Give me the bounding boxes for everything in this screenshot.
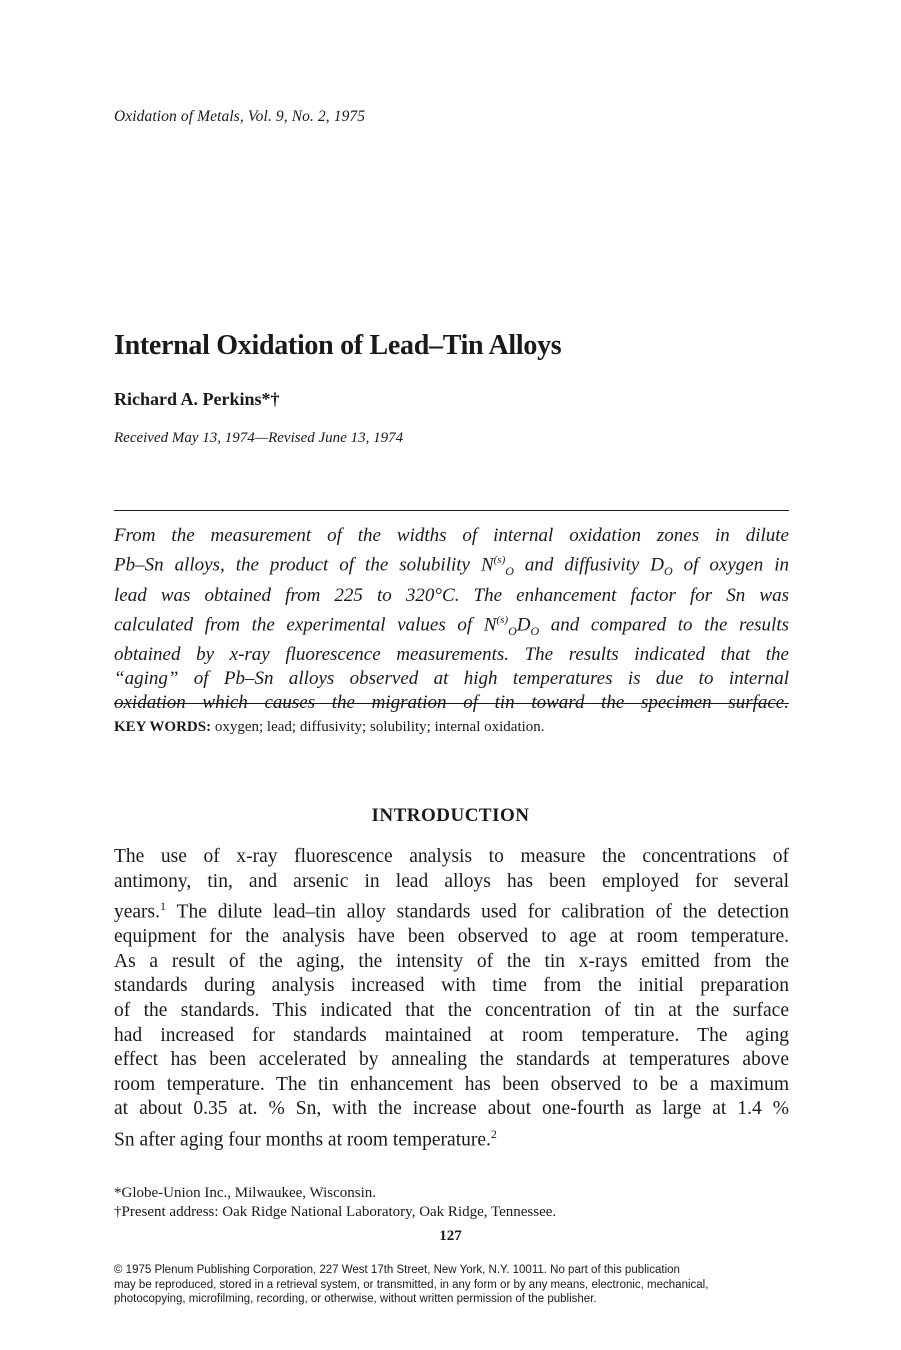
reference-marker: 1 xyxy=(160,899,167,914)
abstract-line: Pb–Sn alloys, the product of the solubility $N^{(s)}_O$ and diffusivity $D_O$ of oxygen in xyxy=(114,554,789,579)
intro-line: As a result of the aging, the intensity of the tin x-rays emitted from the xyxy=(114,950,789,972)
keywords xyxy=(114,719,545,736)
author-name: Richard A. Perkins*† xyxy=(114,389,280,409)
intro-line: standards during analysis increased with time from the initial preparation xyxy=(114,975,789,997)
abstract-line: oxidation which causes the migration of tin toward the specimen surface. xyxy=(114,692,789,714)
abstract-line: From the measurement of the widths of internal oxidation zones in dilute xyxy=(114,525,789,546)
copyright-notice xyxy=(114,1263,794,1307)
introduction-paragraph xyxy=(114,845,789,1153)
footnote-affiliation: *Globe-Union Inc., Milwaukee, Wisconsin. xyxy=(114,1185,376,1201)
copyright-line: photocopying, microfilming, recording, or otherwise, without written permission of the publisher. xyxy=(114,1293,597,1305)
reference-marker: 2 xyxy=(490,1127,497,1142)
abstract-top-rule xyxy=(114,510,789,511)
intro-line: at about 0.35 at. % Sn, with the increase about one-fourth as large at 1.4 % xyxy=(114,1098,789,1120)
keywords-text: oxygen; lead; diffusivity; solubility; internal oxidation. xyxy=(211,719,545,735)
intro-line: effect has been accelerated by annealing the standards at temperatures above xyxy=(114,1049,789,1071)
footnote-present-address: †Present address: Oak Ridge National Laboratory, Oak Ridge, Tennessee. xyxy=(114,1203,557,1220)
intro-line: of the standards. This indicated that the concentration of tin at the surface xyxy=(114,1000,789,1022)
intro-line: antimony, tin, and arsenic in lead alloys has been employed for several xyxy=(114,870,789,892)
section-heading-introduction: INTRODUCTION xyxy=(371,805,530,826)
article-title: Internal Oxidation of Lead–Tin Alloys xyxy=(114,330,562,361)
page-number: 127 xyxy=(439,1228,462,1244)
abstract-bottom-rule xyxy=(114,703,789,704)
intro-line: Sn after aging four months at room temperature.$^2$ xyxy=(114,1127,497,1151)
intro-line: The use of x-ray fluorescence analysis to measure the concentrations of xyxy=(114,846,789,867)
received-dates: Received May 13, 1974—Revised June 13, 1974 xyxy=(114,430,404,446)
abstract xyxy=(114,524,789,716)
keywords-label: KEY WORDS: xyxy=(114,719,212,735)
intro-line: equipment for the analysis have been observed to age at room temperature. xyxy=(114,926,789,948)
copyright-line: may be reproduced, stored in a retrieval system, or transmitted, in any form or by any means, electronic, mechanical, xyxy=(114,1278,709,1291)
abstract-line: calculated from the experimental values of $N^{(s)}_OD_O$ and compared to the results xyxy=(114,613,789,638)
intro-line: room temperature. The tin enhancement has been observed to be a maximum xyxy=(114,1073,789,1095)
abstract-line: obtained by x-ray fluorescence measurements. The results indicated that the xyxy=(114,644,789,666)
abstract-line: lead was obtained from 225 to 320°C. The enhancement factor for Sn was xyxy=(114,584,789,606)
footnotes xyxy=(114,1184,556,1221)
intro-line: had increased for standards maintained at room temperature. The aging xyxy=(114,1024,789,1046)
journal-citation: Oxidation of Metals, Vol. 9, No. 2, 1975 xyxy=(114,108,366,125)
copyright-line: © 1975 Plenum Publishing Corporation, 227 West 17th Street, New York, N.Y. 10011. No part of this publication xyxy=(114,1264,680,1276)
abstract-line: “aging” of Pb–Sn alloys observed at high temperatures is due to internal xyxy=(114,668,789,690)
intro-line: years.$^1$ The dilute lead–tin alloy standards used for calibration of the detection xyxy=(114,899,789,923)
